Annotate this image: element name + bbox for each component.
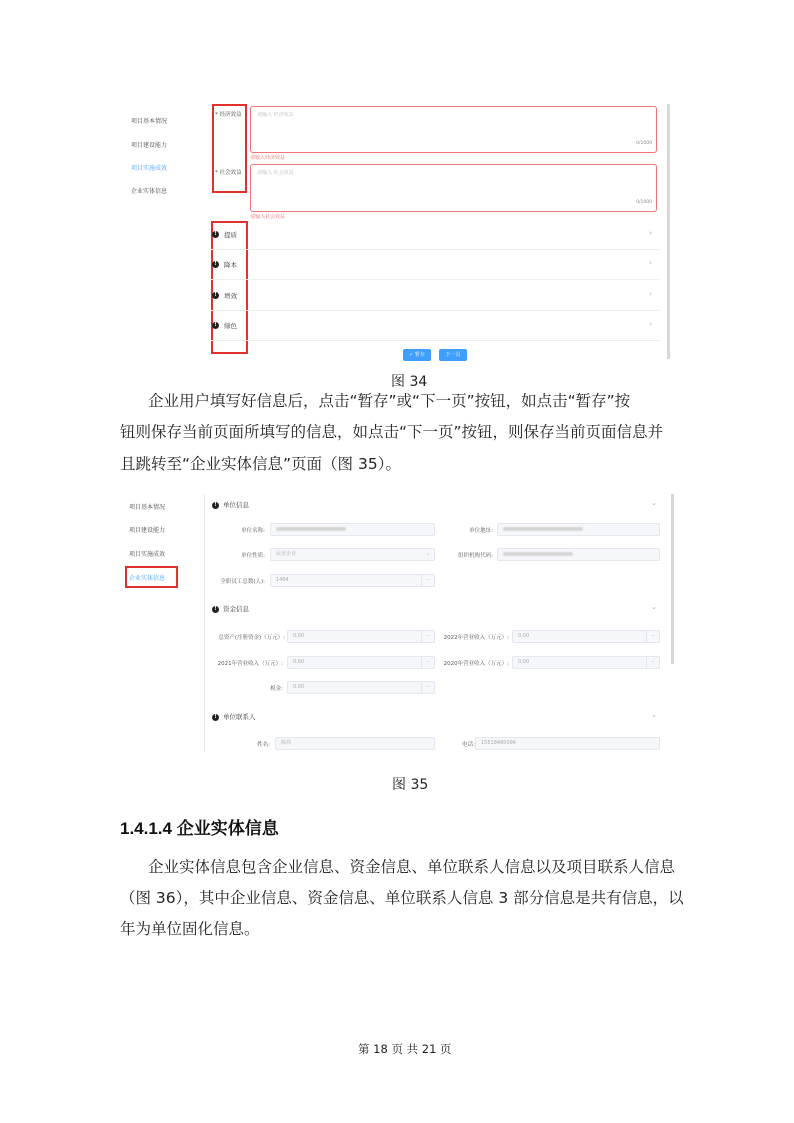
chevron-down-icon: ⌄ xyxy=(425,551,430,557)
collapse-label: 降本 xyxy=(224,261,237,269)
info-icon: ! xyxy=(212,606,219,613)
revenue-2021-input[interactable] xyxy=(287,656,435,669)
economic-error: 请输入经济效益 xyxy=(250,155,286,161)
chevron-down-icon[interactable]: ⌄ xyxy=(651,711,657,719)
stepper[interactable]: ‒ xyxy=(421,631,434,642)
collapse-efficiency[interactable] xyxy=(210,281,660,311)
sidebar-item-entity[interactable]: 企业实体信息 xyxy=(129,575,166,582)
section-funds-info[interactable] xyxy=(212,604,249,613)
chevron-down-icon[interactable]: ⌄ xyxy=(651,603,657,611)
figure-34-screenshot xyxy=(115,100,675,362)
label-contact-phone: 电话: xyxy=(462,742,475,748)
collapse-label: 绿色 xyxy=(224,322,237,330)
paragraph-2-line-1: 企业实体信息包含企业信息、资金信息、单位联系人信息以及项目联系人信息 xyxy=(148,858,676,876)
unit-nature-select[interactable] xyxy=(270,548,435,561)
section-title: 单位联系人 xyxy=(223,713,256,721)
input-value: 1464 xyxy=(276,577,289,583)
sidebar-item-capacity[interactable]: 项目建设能力 xyxy=(129,527,166,534)
label-contact-name: 姓名: xyxy=(257,742,270,748)
contact-phone-input[interactable] xyxy=(475,737,660,750)
social-benefit-textarea[interactable] xyxy=(250,164,657,212)
label-org-code: 组织机构代码: xyxy=(458,553,493,559)
staff-count-input[interactable] xyxy=(270,574,435,587)
field-label-social: * 社会效益 xyxy=(215,170,242,176)
chevron-down-icon[interactable]: ⌄ xyxy=(651,499,657,507)
info-icon: ! xyxy=(212,261,219,268)
label-staff: 全职员工总数(人): xyxy=(220,579,265,585)
input-value: 0.00 xyxy=(518,659,530,665)
stepper[interactable]: ‒ xyxy=(646,631,659,642)
section-heading: 1.4.1.4 企业实体信息 xyxy=(120,819,279,838)
info-icon: ! xyxy=(212,322,219,329)
page-footer: 第 18 页 共 21 页 xyxy=(358,1042,452,1056)
field-label-economic: * 经济效益 xyxy=(215,112,242,118)
info-icon: ! xyxy=(212,231,219,238)
textarea-placeholder: 请输入 经济效益 xyxy=(257,112,294,118)
collapse-label: 提质 xyxy=(224,231,237,239)
tax-input[interactable] xyxy=(287,681,435,694)
label-revenue-2020: 2020年营业收入（万元）: xyxy=(443,661,509,667)
unit-address-input[interactable] xyxy=(497,523,660,536)
char-counter: 0/1000 xyxy=(636,141,652,146)
info-icon: ! xyxy=(212,714,219,721)
input-value: 0.00 xyxy=(518,633,530,639)
sidebar-item-capacity[interactable]: 项目建设能力 xyxy=(131,142,168,149)
paragraph-1-line-3: 且跳转至“企业实体信息”页面（图 35）。 xyxy=(120,455,401,473)
section-unit-info[interactable] xyxy=(212,500,249,509)
section-title: 资金信息 xyxy=(223,605,249,613)
input-value: 0.00 xyxy=(293,633,305,639)
label-tax: 税金: xyxy=(270,686,283,692)
label-unit-name: 单位名称: xyxy=(241,528,265,534)
paragraph-1-line-1: 企业用户填写好信息后，点击“暂存”或“下一页”按钮，如点击“暂存”按 xyxy=(148,392,631,410)
paragraph-1-line-2: 钮则保存当前页面所填写的信息，如点击“下一页”按钮，则保存当前页面信息并 xyxy=(120,423,664,441)
label-total-assets: 总资产(注册资金)（万元）: xyxy=(218,635,285,641)
paragraph-2-line-3: 年为单位固化信息。 xyxy=(120,920,260,938)
org-code-input[interactable] xyxy=(497,548,660,561)
scrollbar[interactable] xyxy=(667,104,670,359)
stepper[interactable]: ‒ xyxy=(421,575,434,586)
sidebar-item-results[interactable]: 项目实施成效 xyxy=(131,165,168,172)
section-unit-contact[interactable] xyxy=(212,712,256,721)
chevron-right-icon: › xyxy=(649,259,652,267)
collapse-quality[interactable] xyxy=(210,220,660,250)
label-revenue-2021: 2021年营业收入（万元）: xyxy=(217,661,283,667)
stepper[interactable]: ‒ xyxy=(421,682,434,693)
label-unit-address: 单位地址: xyxy=(469,528,493,534)
section-title: 单位信息 xyxy=(223,501,249,509)
revenue-2020-input[interactable] xyxy=(512,656,660,669)
chevron-right-icon: › xyxy=(649,320,652,328)
total-assets-input[interactable] xyxy=(287,630,435,643)
input-value: 0.00 xyxy=(293,659,305,665)
scrollbar[interactable] xyxy=(671,494,674,664)
label-revenue-2022: 2022年营业收入（万元）: xyxy=(443,635,509,641)
collapse-green[interactable] xyxy=(210,311,660,341)
collapse-cost[interactable] xyxy=(210,250,660,280)
figure-35-caption: 图 35 xyxy=(392,777,429,793)
chevron-right-icon: › xyxy=(649,229,652,237)
stepper[interactable]: ‒ xyxy=(646,657,659,668)
label-unit-nature: 单位性质: xyxy=(241,553,265,559)
economic-benefit-textarea[interactable] xyxy=(250,106,657,153)
info-icon: ! xyxy=(212,502,219,509)
textarea-placeholder: 请输入 社会效益 xyxy=(257,170,294,176)
input-value: 15518480096 xyxy=(481,740,516,746)
save-button[interactable]: ✓ 暂存 xyxy=(403,349,431,361)
sidebar-item-basic[interactable]: 项目基本情况 xyxy=(131,118,168,125)
sidebar-item-basic[interactable]: 项目基本情况 xyxy=(129,504,166,511)
collapse-label: 增效 xyxy=(224,292,237,300)
chevron-right-icon: › xyxy=(649,290,652,298)
divider xyxy=(204,494,205,752)
input-value: 陈伟 xyxy=(281,740,292,746)
next-page-button[interactable]: 下一页 xyxy=(439,349,467,361)
info-icon: ! xyxy=(212,292,219,299)
sidebar-item-entity[interactable]: 企业实体信息 xyxy=(131,188,168,195)
revenue-2022-input[interactable] xyxy=(512,630,660,643)
figure-35-screenshot xyxy=(115,490,675,755)
char-counter: 0/1000 xyxy=(636,200,652,205)
paragraph-2-line-2: （图 36），其中企业信息、资金信息、单位联系人信息 3 部分信息是共有信息，以 xyxy=(120,889,684,907)
unit-name-input[interactable] xyxy=(270,523,435,536)
select-value: 民营企业 xyxy=(276,551,297,557)
sidebar-item-results[interactable]: 项目实施成效 xyxy=(129,551,166,558)
input-value: 0.00 xyxy=(293,684,305,690)
social-error: 请输入社会效益 xyxy=(250,214,286,220)
stepper[interactable]: ‒ xyxy=(421,657,434,668)
figure-34-caption: 图 34 xyxy=(391,374,428,390)
contact-name-input[interactable] xyxy=(275,737,435,750)
